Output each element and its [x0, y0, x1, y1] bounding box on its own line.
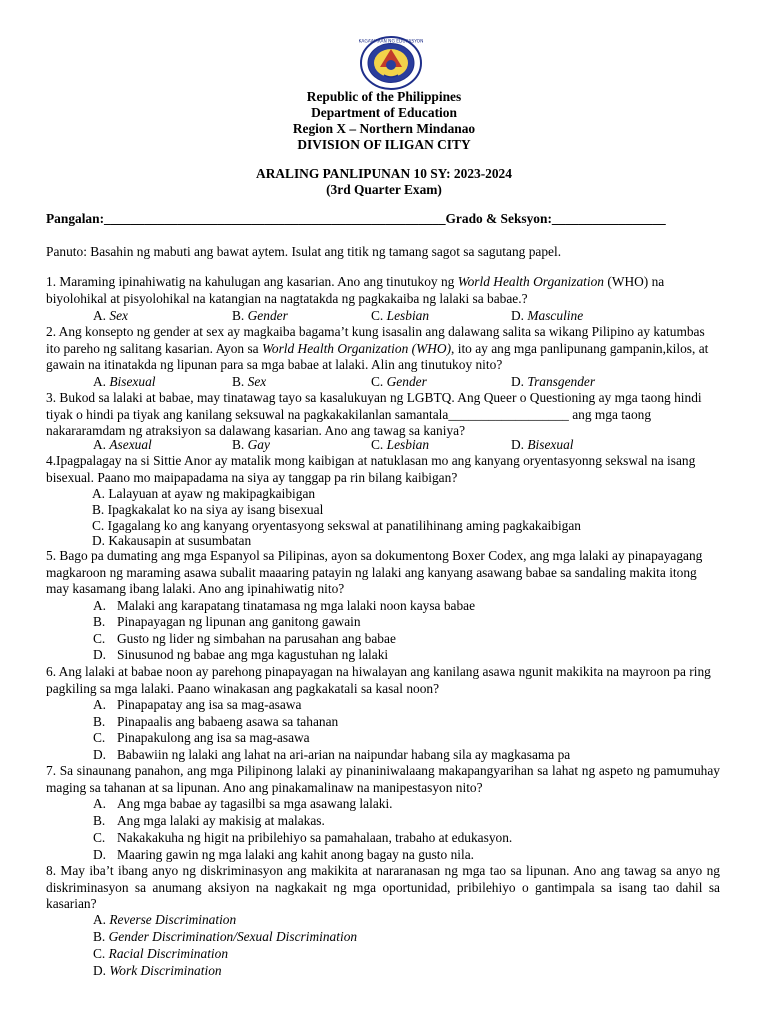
svg-text:KAGAWARAN NG EDUKASYON: KAGAWARAN NG EDUKASYON	[358, 39, 424, 45]
q6-option-a: A. Pinapapatay ang isa sa mag-asawa	[93, 697, 302, 712]
q5-option-c: C. Gusto ng lider ng simbahan na parusahan ang babae	[93, 631, 396, 646]
q1-option-c: C. Lesbian	[371, 308, 430, 323]
instructions: Panuto: Basahin ng mabuti ang bawat aytem. Isulat ang titik ng tamang sagot sa sagutang papel.	[46, 244, 562, 259]
q6-option-c: C. Pinapakulong ang isa sa mag-asawa	[93, 730, 310, 745]
header-region: Region X – Northern Mindanao	[292, 121, 476, 136]
q4-option-b: B. Ipagkakalat ko na siya ay isang bisexual	[92, 502, 324, 517]
q3-option-d: D. Bisexual	[511, 437, 574, 452]
name-label: Pangalan:	[46, 211, 105, 226]
question-6: 6. Ang lalaki at babae noon ay parehong pinapayagan na hiwalayan ang kanilang asawa ngunit makikita na mayroon pa ring pagkiling sa mga lalaki. Paano winakasan ang pagkakatali sa kasal noon?	[46, 664, 711, 696]
q2-option-c: C. Gender	[371, 374, 427, 389]
q7-option-d: D. Maaring gawin ng mga lalaki ang kahit anong bagay na gusto nila.	[93, 847, 474, 862]
question-5: 5. Bago pa dumating ang mga Espanyol sa Pilipinas, ayon sa dokumentong Boxer Codex, ang mga lalaki ay pinapayagang magkaroon ng maraming asawa subalit maaaring patayin ng lalaki ang kanyang asawang babae sa sandaling makita itong may kasamang ibang lalaki. Ano ang ipinahiwatig nito?	[46, 548, 703, 597]
q8-option-a: A. Reverse Discrimination	[93, 912, 237, 927]
q5-option-b: B. Pinapayagan ng lipunan ang ganitong gawain	[93, 614, 361, 629]
question-7: 7. Sa sinaunang panahon, ang mga Pilipinong lalaki ay pinaniniwalaang makapangyarihan sa lahat ng aspeto ng pamumuhay maging sa tahanan at sa lipunan. Ano ang pinakamalinaw na manipestasyon nito?	[46, 763, 720, 795]
name-grade-line	[46, 211, 746, 228]
header-republic: Republic of the Philippines	[306, 89, 462, 104]
header-department: Department of Education	[311, 105, 457, 120]
q7-option-b: B. Ang mga lalaki ay makisig at malakas.	[93, 813, 325, 828]
q6-option-b: B. Pinapaalis ang babaeng asawa sa tahanan	[93, 714, 339, 729]
q8-option-b: B. Gender Discrimination/Sexual Discrimination	[93, 929, 358, 944]
q8-option-d: D. Work Discrimination	[93, 963, 222, 978]
header-division: DIVISION OF ILIGAN CITY	[297, 137, 471, 152]
exam-subtitle: (3rd Quarter Exam)	[326, 182, 442, 197]
name-blank: ___________________________________________________	[104, 211, 446, 226]
question-1: 1. Maraming ipinahiwatig na kahulugan ang kasarian. Ano ang tinutukoy ng World Health Organization (WHO) na biyolohikal at pisyolohikal na katangian na nagtatakda ng pagkakaiba ng lalaki sa babae.?	[46, 274, 665, 306]
grade-section-label: Grado & Seksyon:	[445, 211, 552, 226]
question-8: 8. May iba’t ibang anyo ng diskriminasyon ang makikita at nararanasan ng mga tao sa lipunan. Ano ang tawag sa anyo ng diskriminasyon sa anumang aksiyon na nagkakait ng mga oportunidad, pribilehiyo o gantimpala sa isang tao dahil sa kasarian?	[46, 863, 720, 912]
question-4: 4.Ipagpalagay na si Sittie Anor ay matalik mong kaibigan at natuklasan mo ang kanyang oryentasyonng sekswal na isang bisexual. Paano mo maipapadama na siya ay tanggap pa rin bilang kaibigan?	[46, 453, 696, 485]
q1-option-b: B. Gender	[232, 308, 288, 323]
q3-option-a: A. Asexual	[93, 437, 152, 452]
q4-option-c: C. Igagalang ko ang kanyang oryentasyong sekswal at panatilihinang aming pagkakaibigan	[92, 518, 581, 533]
q8-option-c: C. Racial Discrimination	[93, 946, 229, 961]
deped-seal-logo	[358, 35, 424, 91]
q4-option-d: D. Kakausapin at susumbatan	[92, 533, 252, 548]
q1-option-d: D. Masculine	[511, 308, 584, 323]
q4-option-a: A. Lalayuan at ayaw ng makipagkaibigan	[92, 486, 316, 501]
q3-option-b: B. Gay	[232, 437, 270, 452]
q6-option-d: D. Babawiin ng lalaki ang lahat na ari-arian na naipundar habang sila ay magkasama pa	[93, 747, 571, 762]
q7-option-c: C. Nakakakuha ng higit na pribilehiyo sa pamahalaan, trabaho at edukasyon.	[93, 830, 513, 845]
q2-option-a: A. Bisexual	[93, 374, 156, 389]
grade-section-blank: _________________	[551, 211, 666, 226]
q5-option-d: D. Sinusunod ng babae ang mga kagustuhan ng lalaki	[93, 647, 389, 662]
exam-title: ARALING PANLIPUNAN 10 SY: 2023-2024	[256, 166, 512, 181]
q5-option-a: A. Malaki ang karapatang tinatamasa ng mga lalaki noon kaysa babae	[93, 598, 476, 613]
q7-option-a: A. Ang mga babae ay tagasilbi sa mga asawang lalaki.	[93, 796, 393, 811]
question-2: 2. Ang konsepto ng gender at sex ay magkaiba bagama’t kung isasalin ang dalawang salita sa wikang Pilipino ay katumbas ito pareho ng salitang kasarian. Ayon sa World Health Organization (WHO), ito ay ang mga panlipunang gampanin,kilos, at gawain na itinatakda ng lipunan para sa mga babae at lalaki. Alin ang tinutukoy nito?	[46, 324, 709, 373]
q2-option-d: D. Transgender	[511, 374, 596, 389]
question-3: 3. Bukod sa lalaki at babae, may tinatawag tayo sa kasalukuyan ng LGBTQ. Ang Queer o Questioning ay mga taong hindi tiyak o hindi pa tiyak ang kanilang seksuwal na pagkakakilanlan samantala__________________ ang mga taong nakararamdam ng atraksiyon sa dalawang kasarian. Ano ang tawag sa kaniya?	[46, 390, 702, 439]
q1-option-a: A. Sex	[93, 308, 128, 323]
q2-option-b: B. Sex	[232, 374, 267, 389]
q3-option-c: C. Lesbian	[371, 437, 430, 452]
